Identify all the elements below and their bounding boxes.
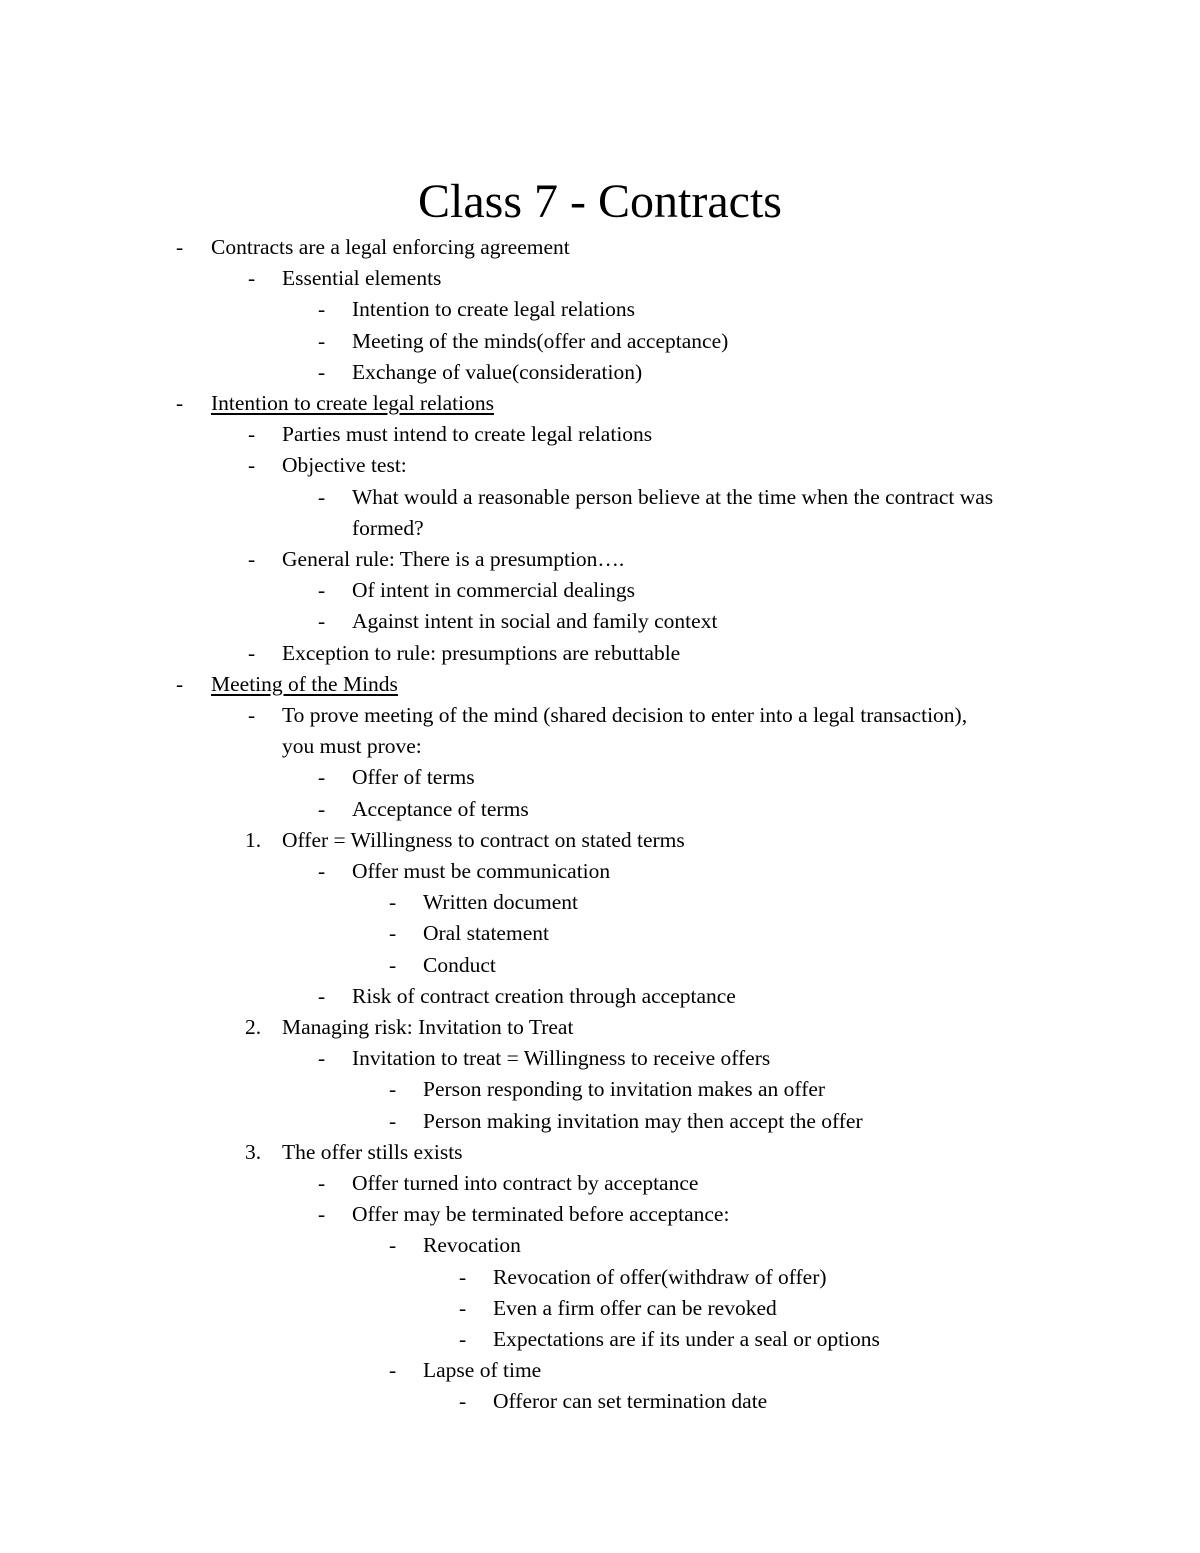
outline-line	[0, 638, 1200, 669]
bullet-marker: -	[459, 1295, 467, 1320]
outline-line	[0, 1355, 1200, 1386]
bullet-marker: -	[318, 484, 326, 509]
outline-line	[0, 1324, 1200, 1355]
outline-line	[0, 1012, 1200, 1043]
bullet-marker: 2.	[245, 1015, 262, 1039]
bullet-marker: -	[248, 453, 256, 478]
outline-text: Against intent in social and family context	[352, 609, 718, 634]
outline-text: Managing risk: Invitation to Treat	[282, 1015, 574, 1039]
outline-line	[0, 1199, 1200, 1230]
bullet-marker: -	[318, 859, 326, 883]
outline-line	[0, 450, 1200, 481]
outline-line	[0, 950, 1200, 981]
outline-text: Of intent in commercial dealings	[352, 578, 635, 603]
outline-text: Offer = Willingness to contract on stated terms	[282, 827, 685, 852]
bullet-marker: -	[389, 952, 397, 977]
outline-line	[0, 1106, 1200, 1137]
outline-text: Written document	[423, 890, 578, 915]
bullet-marker: -	[318, 796, 326, 821]
outline-line	[0, 1293, 1200, 1324]
outline-text: Essential elements	[282, 266, 442, 291]
bullet-marker: -	[389, 1077, 397, 1102]
bullet-marker: -	[318, 765, 326, 790]
bullet-marker: -	[389, 921, 397, 946]
outline-text: What would a reasonable person believe at the time when the contract was	[352, 484, 994, 509]
outline-text: General rule: There is a presumption….	[282, 547, 625, 571]
outline-text: To prove meeting of the mind (shared decision to enter into a legal transaction),	[282, 703, 968, 727]
outline-line	[0, 1262, 1200, 1293]
outline-line	[0, 606, 1200, 637]
outline-line	[0, 294, 1200, 325]
bullet-marker: -	[318, 1202, 326, 1227]
outline-line	[0, 575, 1200, 606]
outline-text: Objective test:	[282, 453, 407, 478]
bullet-marker: -	[459, 1264, 467, 1289]
bullet-marker: -	[248, 547, 256, 571]
bullet-marker: -	[318, 359, 326, 384]
outline-text: Risk of contract creation through acceptance	[352, 983, 736, 1008]
bullet-marker: -	[248, 703, 256, 727]
outline-text: Even a firm offer can be revoked	[493, 1295, 777, 1320]
outline-text: Revocation	[423, 1233, 521, 1258]
bullet-marker: -	[389, 1108, 397, 1133]
bullet-marker: -	[248, 640, 256, 665]
outline-line	[0, 419, 1200, 450]
outline-text: Offeror can set termination date	[493, 1389, 768, 1414]
outline-text: Revocation of offer(withdraw of offer)	[493, 1264, 827, 1289]
outline-line	[0, 700, 1200, 731]
outline-line	[0, 482, 1200, 513]
bullet-marker: -	[318, 578, 326, 603]
outline-line	[0, 1386, 1200, 1417]
outline-text: Parties must intend to create legal relations	[282, 422, 653, 447]
outline-line	[0, 794, 1200, 825]
outline-text: Invitation to treat = Willingness to receive offers	[352, 1046, 771, 1071]
outline-text: Offer of terms	[352, 765, 475, 790]
outline-line	[0, 856, 1200, 887]
outline-text: The offer stills exists	[282, 1139, 463, 1164]
bullet-marker: -	[318, 609, 326, 634]
outline-text: Oral statement	[423, 921, 549, 946]
bullet-marker: 3.	[245, 1139, 262, 1164]
outline-line	[0, 825, 1200, 856]
bullet-marker: -	[389, 1358, 397, 1383]
bullet-marker: -	[459, 1389, 467, 1414]
outline-text: Offer may be terminated before acceptance:	[352, 1202, 730, 1227]
outline-text: Person responding to invitation makes an offer	[423, 1077, 826, 1102]
bullet-marker: -	[318, 328, 326, 353]
bullet-marker: -	[176, 671, 184, 696]
outline-line	[0, 669, 1200, 700]
bullet-marker: -	[318, 297, 326, 322]
outline-line	[0, 1137, 1200, 1168]
bullet-marker: -	[318, 1046, 326, 1071]
bullet-marker: -	[389, 890, 397, 915]
bullet-marker: -	[459, 1327, 467, 1351]
section-heading: Intention to create legal relations	[211, 391, 494, 415]
outline-line	[0, 326, 1200, 357]
outline-line	[0, 263, 1200, 294]
outline-text: Person making invitation may then accept the offer	[423, 1108, 863, 1133]
outline-line	[0, 1168, 1200, 1199]
outline-text: Offer must be communication	[352, 859, 611, 883]
outline-line	[0, 1230, 1200, 1261]
outline-line	[0, 731, 1200, 762]
bullet-marker: 1.	[245, 827, 262, 852]
section-heading: Meeting of the Minds	[211, 671, 398, 696]
outline-line	[0, 887, 1200, 918]
outline-text: Exchange of value(consideration)	[352, 359, 643, 384]
outline-text: Expectations are if its under a seal or options	[493, 1327, 880, 1351]
outline-text: Contracts are a legal enforcing agreement	[211, 235, 570, 259]
bullet-marker: -	[176, 235, 184, 259]
outline-line	[0, 388, 1200, 419]
bullet-marker: -	[248, 266, 256, 291]
outline-line	[0, 357, 1200, 388]
outline-text: you must prove:	[282, 734, 422, 759]
outline-line	[0, 232, 1200, 263]
outline-text: Intention to create legal relations	[352, 297, 635, 322]
outline-text: Offer turned into contract by acceptance	[352, 1171, 699, 1195]
outline-line	[0, 1074, 1200, 1105]
outline-text: Exception to rule: presumptions are rebuttable	[282, 640, 681, 665]
outline-line	[0, 981, 1200, 1012]
outline-line	[0, 918, 1200, 949]
outline-text: Acceptance of terms	[352, 796, 529, 821]
outline-text: Conduct	[423, 952, 496, 977]
outline-line	[0, 513, 1200, 544]
bullet-marker: -	[318, 983, 326, 1008]
bullet-marker: -	[389, 1233, 397, 1258]
outline-text: Meeting of the minds(offer and acceptance)	[352, 328, 729, 353]
outline-line	[0, 544, 1200, 575]
page-title: Class 7 - Contracts	[418, 175, 782, 228]
bullet-marker: -	[318, 1171, 326, 1195]
outline-line	[0, 1043, 1200, 1074]
bullet-marker: -	[176, 391, 184, 415]
outline-text: Lapse of time	[423, 1358, 542, 1383]
outline-line	[0, 762, 1200, 793]
outline-text: formed?	[352, 515, 424, 540]
bullet-marker: -	[248, 422, 256, 447]
